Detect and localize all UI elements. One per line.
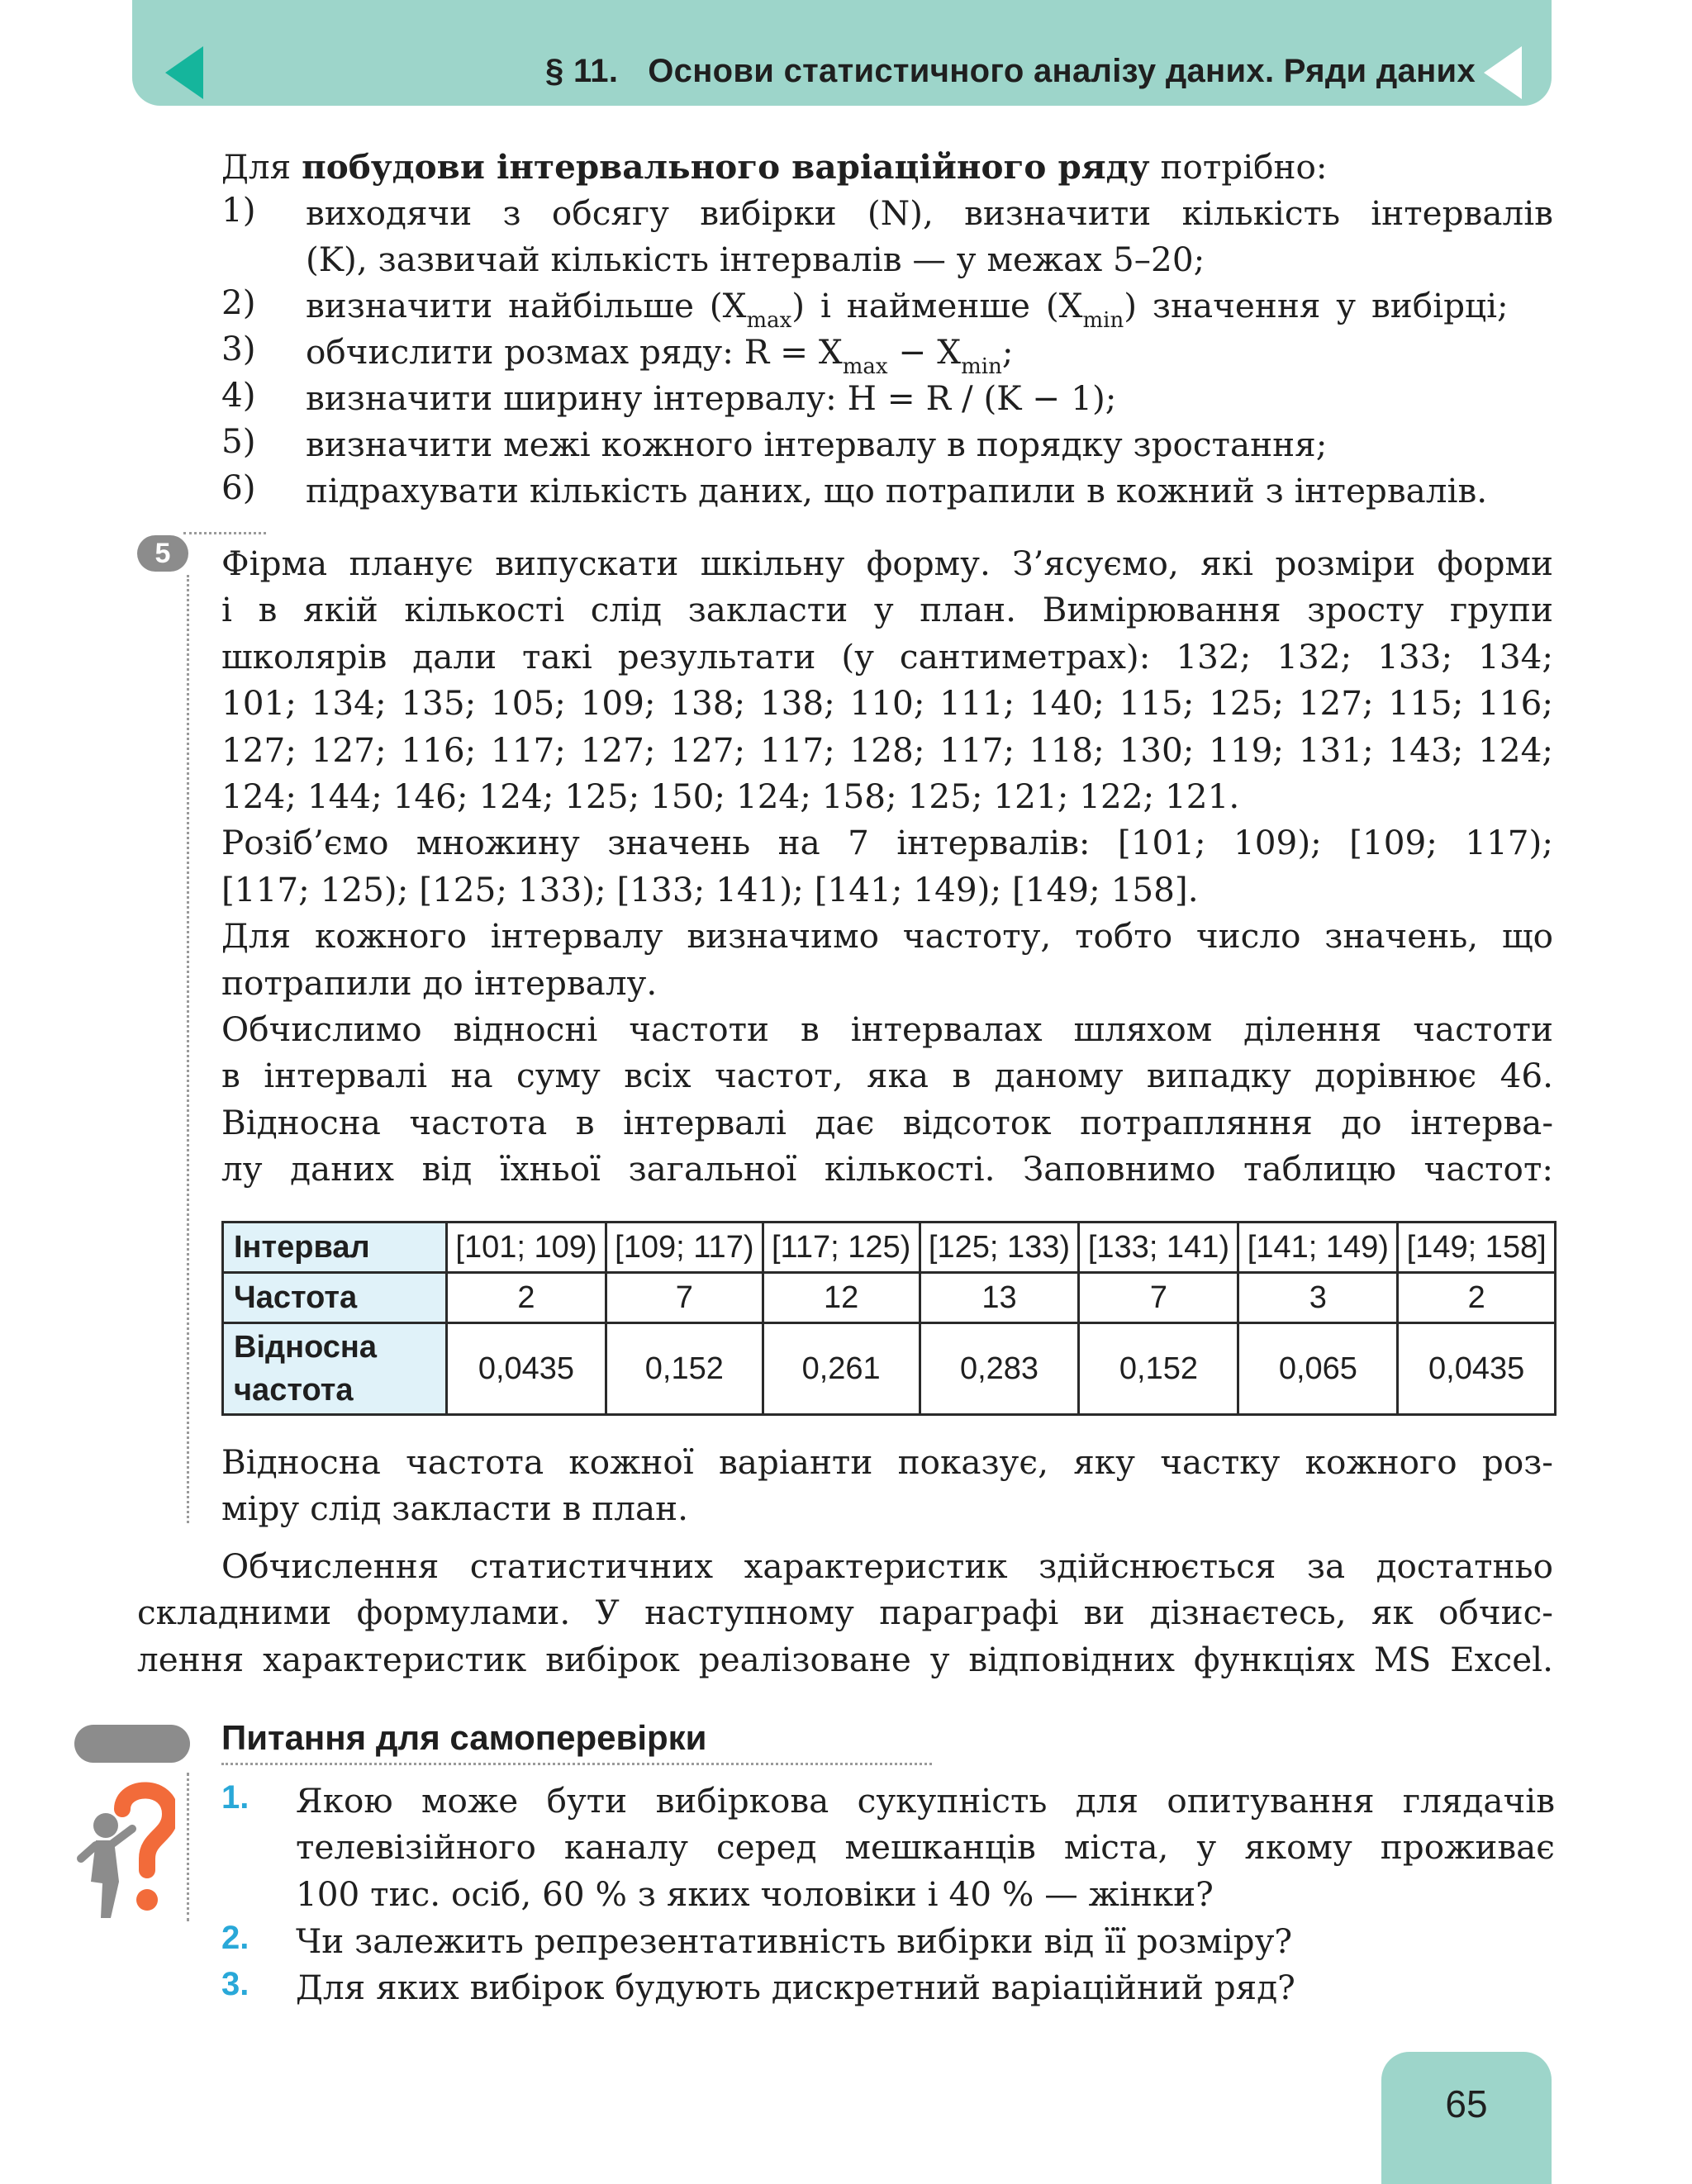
step-text: визначити найбільше $(X_{max})$ і найменше $(X_{min})$ значення у вибірці; xyxy=(306,286,1509,333)
section-number: § 11. xyxy=(545,53,619,89)
interval-cell: [101; 109) xyxy=(447,1223,606,1273)
interval-cell: [117; 125) xyxy=(763,1223,920,1273)
split-line: [117; 125); [125; 133); [133; 141); [141; 149); [149; 158]. xyxy=(221,869,1199,909)
row-label: Інтервал xyxy=(223,1223,447,1273)
intro-suffix: потрібно: xyxy=(1149,147,1328,187)
step-number: 4) xyxy=(221,375,256,415)
relative-frequency-cell: 0,0435 xyxy=(447,1323,606,1415)
example-line: 124; 144; 146; 124; 125; 150; 124; 158; 125; 121; 122; 121. xyxy=(221,776,1240,817)
example-line: і в якій кількості слід закласти у план. Вимірювання зросту групи xyxy=(221,590,1553,630)
step-text: підрахувати кількість даних, що потрапили в кожний з інтервалів. xyxy=(306,471,1488,510)
rel-line: Обчислимо відносні частоти в інтервалах шляхом ділення частоти xyxy=(221,1009,1553,1050)
self-check-side-rule xyxy=(187,1773,189,1921)
step-number: 5) xyxy=(221,421,256,461)
relative-frequency-cell: 0,065 xyxy=(1238,1323,1398,1415)
example-line: 101; 134; 135; 105; 109; 138; 138; 110; 111; 140; 115; 125; 127; 115; 116; xyxy=(221,683,1553,724)
question-number: 1. xyxy=(221,1779,250,1816)
self-check-bar xyxy=(74,1725,190,1763)
question-text: Для яких вибірок будують дискретний варіаційний ряд? xyxy=(296,1968,1295,2007)
step-text: обчислити розмах ряду: $R = X_{max} - X_{min}$; xyxy=(306,332,1014,379)
section-title: Основи статистичного аналізу даних. Ряди даних xyxy=(648,53,1476,89)
step-number: 6) xyxy=(221,468,256,507)
interval-cell: [133; 141) xyxy=(1079,1223,1238,1273)
closing-line: Обчислення статистичних характеристик здійснюється за достатньо xyxy=(221,1546,1553,1586)
self-check-divider xyxy=(221,1763,932,1765)
relative-frequency-cell: 0,261 xyxy=(763,1323,920,1415)
intro-bold-term: побудови інтервального варіаційного ряду xyxy=(302,147,1150,187)
question-text: Чи залежить репрезентативність вибірки від її розміру? xyxy=(296,1921,1293,1961)
closing-line: складними формулами. У наступному параграфі ви дізнаєтесь, як обчис- xyxy=(137,1593,1553,1633)
example-side-rule xyxy=(187,575,189,1523)
after-table-paragraph xyxy=(221,1439,1553,1532)
frequency-table xyxy=(221,1221,1557,1416)
example-number-badge: 5 xyxy=(137,535,188,572)
frequency-cell: 12 xyxy=(763,1273,920,1323)
row-label: Частота xyxy=(223,1273,447,1323)
example-line: школярів дали такі результати (у сантиметрах): 132; 132; 133; 134; xyxy=(221,636,1553,677)
table-row xyxy=(223,1273,1556,1323)
step-text: виходячи з обсягу вибірки (N), визначити кількість інтервалів xyxy=(306,193,1553,233)
closing-paragraph xyxy=(137,1543,1553,1683)
after-line: міру слід закласти в план. xyxy=(221,1488,689,1529)
step-text: визначити межі кожного інтервалу в порядку зростання; xyxy=(306,425,1328,464)
step-text-continuation: (K), зазвичай кількість інтервалів — у межах 5–20; xyxy=(306,240,1205,279)
intro-paragraph xyxy=(221,144,1328,190)
frequency-cell: 2 xyxy=(447,1273,606,1323)
prev-page-arrow-icon[interactable] xyxy=(165,46,203,99)
step-text: визначити ширину інтервалу: H = R / (K − 1); xyxy=(306,378,1117,418)
relative-frequency-cell: 0,283 xyxy=(920,1323,1079,1415)
after-line: Відносна частота кожної варіанти показує, яку частку кожного роз- xyxy=(221,1442,1553,1482)
closing-line: лення характеристик вибірок реалізоване у відповідних функціях MS Excel. xyxy=(137,1639,1553,1679)
split-line: Розіб’ємо множину значень на 7 інтервалів: [101; 109); [109; 117); xyxy=(221,823,1553,863)
table-row xyxy=(223,1223,1556,1273)
question-number: 3. xyxy=(221,1966,250,2002)
example-paragraph xyxy=(221,540,1553,1193)
freq-line: Для кожного інтервалу визначимо частоту, тобто число значень, що xyxy=(221,916,1553,957)
frequency-cell: 7 xyxy=(1079,1273,1238,1323)
rel-line: лу даних від їхньої загальної кількості. Заповнимо таблицю частот: xyxy=(221,1149,1553,1189)
frequency-cell: 3 xyxy=(1238,1273,1398,1323)
interval-cell: [141; 149) xyxy=(1238,1223,1398,1273)
row-label: Відносна частота xyxy=(223,1323,447,1415)
frequency-cell: 7 xyxy=(606,1273,763,1323)
interval-cell: [149; 158] xyxy=(1398,1223,1556,1273)
intro-prefix: Для xyxy=(221,147,302,187)
page-number: 65 xyxy=(1445,2082,1488,2125)
thinking-person-question-icon xyxy=(71,1776,175,1921)
step-number: 1) xyxy=(221,190,256,230)
step-number: 2) xyxy=(221,282,256,322)
freq-line: потрапили до інтервалу. xyxy=(221,962,658,1003)
step-number: 3) xyxy=(221,329,256,368)
chapter-title xyxy=(545,53,1476,90)
frequency-cell: 13 xyxy=(920,1273,1079,1323)
rel-line: Відносна частота в інтервалі дає відсоток потрапляння до інтерва- xyxy=(221,1102,1553,1142)
example-divider xyxy=(183,532,266,534)
example-line: Фірма планує випускати шкільну форму. З’ясуємо, які розміри форми xyxy=(221,544,1553,583)
next-page-arrow-icon[interactable] xyxy=(1484,46,1522,99)
question-text: Якою може бути вибіркова сукупність для опитування глядачів телевізійного каналу серед мешканців міста, у якому проживає 100 тис. осіб, 60 % з яких чоловіки і 40 % — жінки? xyxy=(296,1781,1555,1914)
question-number: 2. xyxy=(221,1920,250,1956)
self-check-title: Питання для самоперевірки xyxy=(221,1718,707,1757)
relative-frequency-cell: 0,152 xyxy=(1079,1323,1238,1415)
interval-cell: [109; 117) xyxy=(606,1223,763,1273)
interval-cell: [125; 133) xyxy=(920,1223,1079,1273)
table-row xyxy=(223,1323,1556,1415)
rel-line: в інтервалі на суму всіх частот, яка в даному випадку дорівнює 46. xyxy=(221,1056,1553,1096)
relative-frequency-cell: 0,0435 xyxy=(1398,1323,1556,1415)
example-line: 127; 127; 116; 117; 127; 127; 117; 128; 117; 118; 130; 119; 131; 143; 124; xyxy=(221,729,1553,770)
relative-frequency-cell: 0,152 xyxy=(606,1323,763,1415)
frequency-cell: 2 xyxy=(1398,1273,1556,1323)
